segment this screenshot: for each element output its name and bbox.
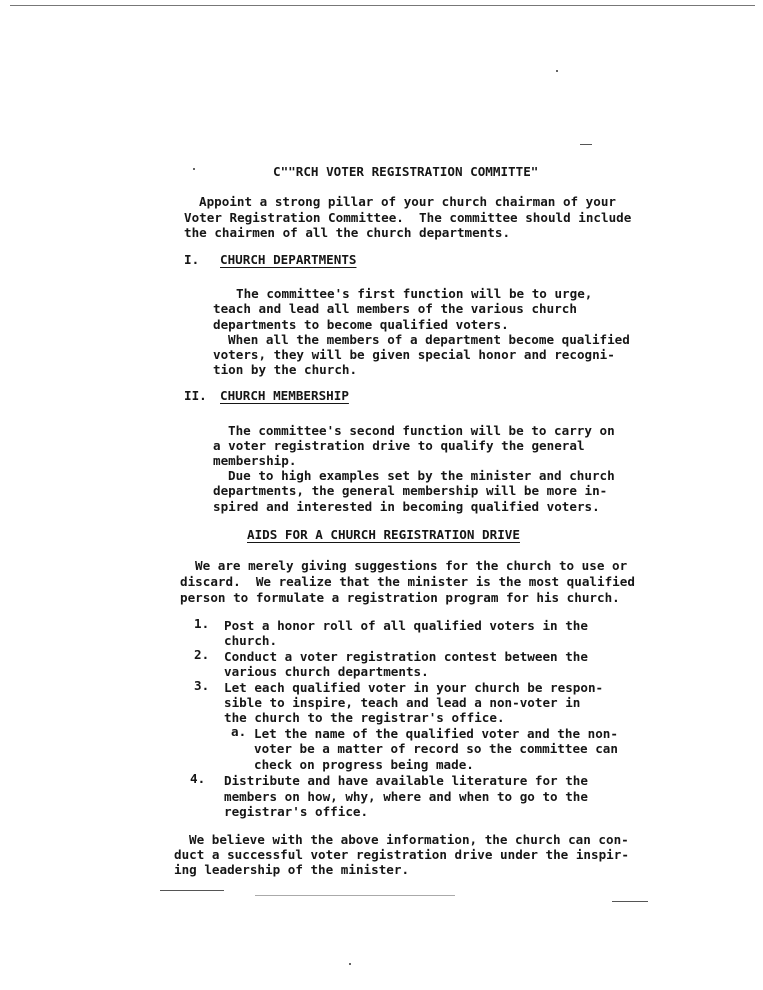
aids-heading: AIDS FOR A CHURCH REGISTRATION DRIVE	[247, 527, 520, 542]
list-item-line: the church to the registrar's office.	[224, 710, 505, 725]
section-line: The committee's second function will be to carry on	[228, 423, 615, 438]
scan-speck	[556, 70, 558, 72]
section-heading: CHURCH MEMBERSHIP	[220, 388, 349, 403]
list-item-line: sible to inspire, teach and lead a non-voter in	[224, 695, 581, 710]
section-line: departments to become qualified voters.	[213, 317, 509, 332]
sub-item-letter: a.	[231, 724, 247, 739]
section-line: spired and interested in becoming qualified voters.	[213, 499, 600, 514]
section-line: membership.	[213, 453, 297, 468]
section-line: When all the members of a department become qualified	[228, 332, 630, 347]
section-number: I.	[184, 252, 200, 267]
aids-intro-line: person to formulate a registration program for his church.	[180, 590, 620, 605]
scan-mark	[580, 144, 592, 145]
list-number: 2.	[194, 647, 210, 662]
list-number: 1.	[194, 616, 210, 631]
scan-bottom-line	[255, 895, 455, 896]
section-number: II.	[184, 388, 207, 403]
scan-bottom-line	[160, 890, 224, 891]
scan-top-border	[10, 5, 755, 6]
section-line: Due to high examples set by the minister and church	[228, 468, 615, 483]
list-item-line: Let each qualified voter in your church be respon-	[224, 680, 604, 695]
list-item-line: Post a honor roll of all qualified voters in the	[224, 618, 588, 633]
intro-line: Voter Registration Committee. The committee should include	[184, 210, 632, 225]
list-number: 3.	[194, 678, 210, 693]
list-item-line: church.	[224, 633, 278, 648]
list-item-line: Distribute and have available literature for the	[224, 773, 588, 788]
aids-intro-line: discard. We realize that the minister is the most qualified	[180, 574, 635, 589]
section-line: departments, the general membership will be more in-	[213, 483, 608, 498]
list-item-line: Conduct a voter registration contest between the	[224, 649, 588, 664]
section-line: The committee's first function will be to urge,	[236, 286, 593, 301]
list-item-line: various church departments.	[224, 664, 429, 679]
closing-line: ing leadership of the minister.	[174, 862, 410, 877]
list-item-line: Let the name of the qualified voter and the non-	[254, 726, 618, 741]
aids-intro-line: We are merely giving suggestions for the church to use or	[195, 558, 628, 573]
section-line: tion by the church.	[213, 362, 358, 377]
list-item-line: voter be a matter of record so the committee can	[254, 741, 618, 756]
closing-line: duct a successful voter registration drive under the inspir-	[174, 847, 629, 862]
scan-bottom-line	[612, 901, 648, 902]
section-line: voters, they will be given special honor and recogni-	[213, 347, 615, 362]
list-item-line: check on progress being made.	[254, 757, 474, 772]
scan-speck	[349, 963, 351, 965]
list-item-line: registrar's office.	[224, 804, 369, 819]
document-title: C""RCH VOTER REGISTRATION COMMITTE"	[273, 164, 539, 179]
list-item-line: members on how, why, where and when to go to the	[224, 789, 588, 804]
section-line: a voter registration drive to qualify the general	[213, 438, 585, 453]
closing-line: We believe with the above information, the church can con-	[189, 832, 629, 847]
list-number: 4.	[190, 771, 206, 786]
section-heading: CHURCH DEPARTMENTS	[220, 252, 357, 267]
intro-line: the chairmen of all the church departments.	[184, 225, 511, 240]
scan-speck	[193, 168, 195, 170]
section-line: teach and lead all members of the various church	[213, 301, 577, 316]
intro-line: Appoint a strong pillar of your church chairman of your	[199, 194, 617, 209]
